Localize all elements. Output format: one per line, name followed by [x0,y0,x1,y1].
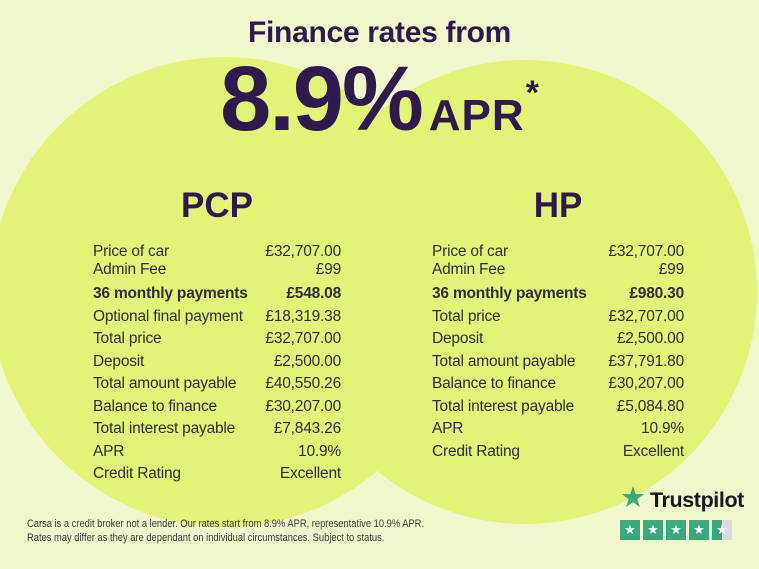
row-value: £980.30 [629,285,684,302]
finance-row [93,398,341,416]
row-value: £18,319.38 [265,307,341,325]
finance-row [93,420,341,438]
finance-row [93,443,341,461]
trustpilot-star-box [643,520,663,540]
row-value: 10.9% [298,442,341,460]
row-label: APR [432,420,464,437]
row-value: £548.08 [286,285,341,302]
row-value: Excellent [279,465,341,482]
row-value: £32,707.00 [265,243,341,260]
trustpilot-star-box [712,520,732,540]
finance-row [432,243,684,261]
row-label: Balance to finance [432,375,556,392]
hp-table [432,186,684,461]
row-label: Total interest payable [93,420,236,437]
pcp-title: PCP [181,186,253,225]
hp-title: HP [533,186,583,225]
disclaimer-line-1: Carsa is a credit broker not a lender. Our rates start from 8.9% APR, representative 10.9% APR. [27,518,425,530]
trustpilot-wordmark: Trustpilot [650,487,744,512]
disclaimer-line-2: Rates may differ as they are dependant on individual circumstances. Subject to status. [27,532,385,544]
finance-row [93,243,341,261]
row-label: Balance to finance [93,397,217,415]
finance-row [93,465,341,483]
finance-row [432,330,684,348]
row-value: £30,207.00 [608,375,684,392]
finance-row [432,308,684,326]
row-value: £37,791.80 [608,352,684,370]
star-icon: ★ [647,522,659,537]
row-value: £32,707.00 [608,243,684,260]
row-label: APR [93,442,125,460]
row-label: Price of car [432,243,508,260]
row-label: Deposit [432,330,484,347]
finance-row [93,375,341,393]
finance-row [432,285,684,303]
row-value: £99 [315,261,341,278]
row-value: £30,207.00 [265,397,341,415]
row-value: £2,500.00 [616,330,684,347]
row-label: 36 monthly payments [432,285,587,302]
rate-value: 8.9% [220,48,422,150]
row-label: 36 monthly payments [93,285,248,302]
finance-row [93,285,341,303]
trustpilot-star-box [666,520,686,540]
row-value: £7,843.26 [273,420,341,437]
row-label: Total price [432,307,501,325]
trustpilot-star-box [620,520,640,540]
trustpilot-logo [620,482,744,514]
star-icon: ★ [716,522,728,537]
row-label: Price of car [93,243,169,260]
apr-label: APR [428,91,525,140]
star-icon: ★ [624,522,636,537]
finance-row [432,398,684,416]
finance-row [432,375,684,393]
trustpilot-rating-stars [620,520,742,540]
row-label: Total interest payable [432,397,575,415]
star-icon: ★ [670,522,682,537]
row-value: £2,500.00 [273,352,341,370]
finance-row [93,353,341,371]
row-label: Total amount payable [93,375,237,392]
row-value: £99 [658,261,684,278]
pcp-table [93,186,341,483]
finance-row [432,443,684,461]
trustpilot-star-box [689,520,709,540]
row-label: Credit Rating [432,442,520,460]
trustpilot-star-icon: ★ [620,482,646,514]
row-label: Total amount payable [432,352,576,370]
finance-row [432,420,684,438]
apr-asterisk: * [525,74,539,112]
row-label: Optional final payment [93,307,243,325]
finance-row [93,261,341,279]
star-icon: ★ [693,522,705,537]
row-value: £32,707.00 [265,330,341,347]
row-value: 10.9% [641,420,684,437]
hero-rate [0,48,759,150]
row-label: Credit Rating [93,465,181,482]
hp-rows [432,243,684,461]
finance-row [93,308,341,326]
row-label: Total price [93,330,162,347]
row-label: Deposit [93,352,145,370]
trustpilot-widget [620,482,744,540]
row-value: £5,084.80 [616,397,684,415]
row-label: Admin Fee [432,261,506,278]
finance-row [432,261,684,279]
row-value: Excellent [622,442,684,460]
finance-row [432,353,684,371]
row-value: £32,707.00 [608,307,684,325]
row-label: Admin Fee [93,261,167,278]
tagline: Finance rates from [247,16,512,49]
row-value: £40,550.26 [265,375,341,392]
disclaimer [27,517,427,545]
pcp-rows [93,243,341,483]
finance-row [93,330,341,348]
